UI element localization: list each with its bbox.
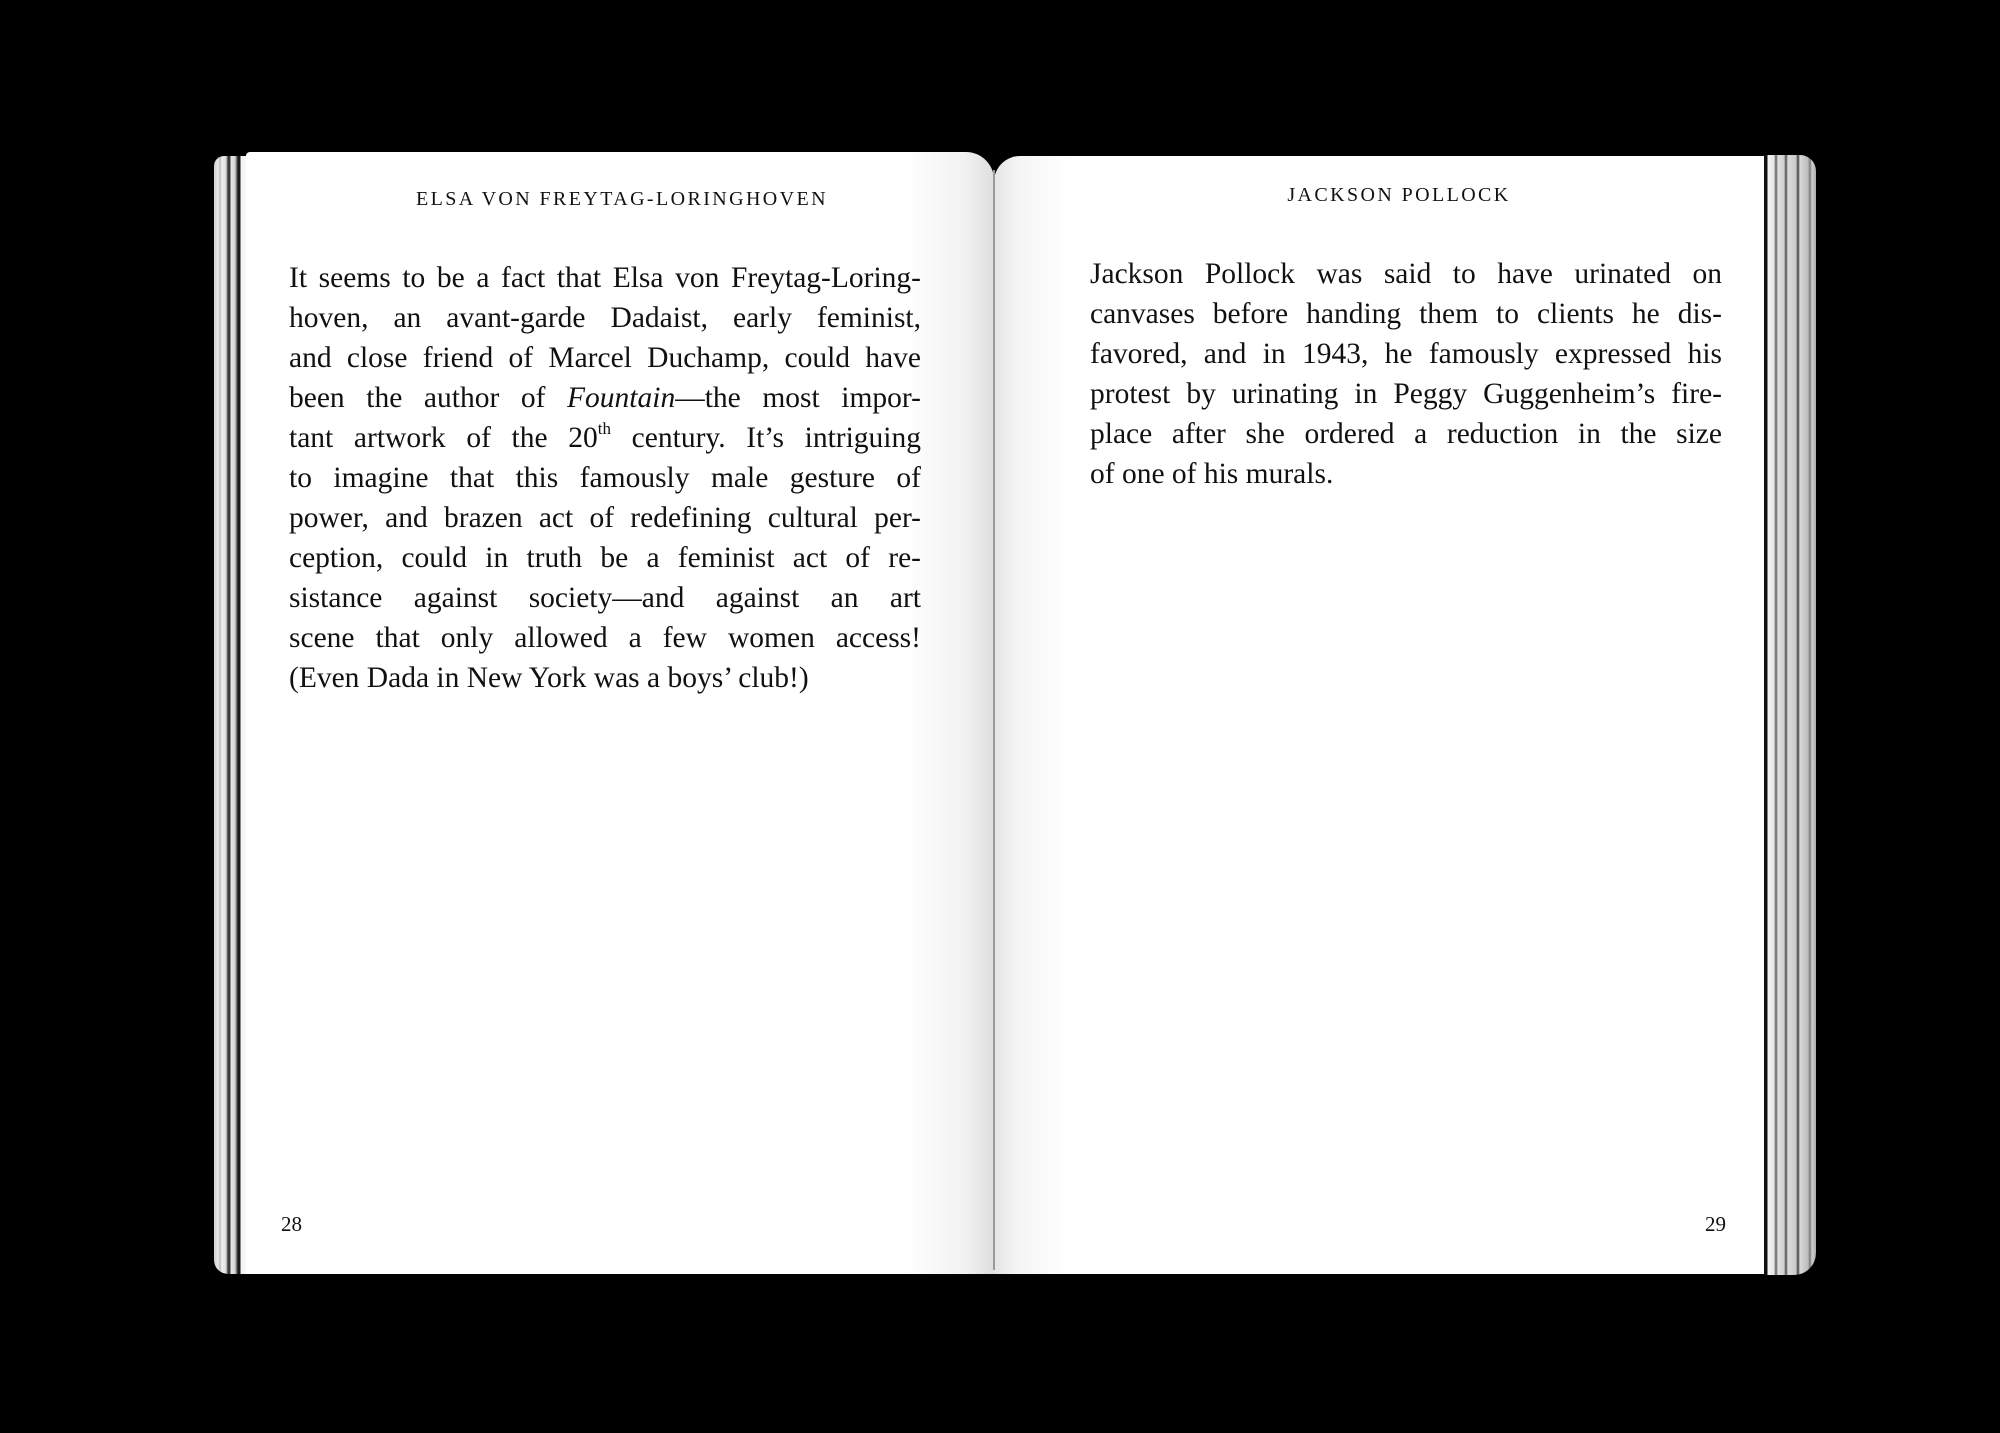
text-line: ception, could in truth be a feminist act of re- <box>289 542 921 574</box>
right-page-number: 29 <box>1705 1212 1726 1236</box>
text-line: canvases before handing them to clients he dis- <box>1090 298 1722 330</box>
text-line: power, and brazen act of redefining cultural per- <box>289 502 921 534</box>
text-line: sistance against society—and against an art <box>289 582 921 614</box>
text-line: protest by urinating in Peggy Guggenheim’s fire- <box>1090 378 1722 410</box>
text-line <box>289 378 921 418</box>
text-segment: tant artwork of the 20 <box>289 422 598 454</box>
text-line: favored, and in 1943, he famously expressed his <box>1090 338 1722 370</box>
text-segment: —the most impor- <box>675 382 921 414</box>
text-line: place after she ordered a reduction in the size <box>1090 418 1722 450</box>
text-line <box>289 418 921 458</box>
right-body-text <box>1090 254 1722 494</box>
text-line: of one of his murals. <box>1090 458 1334 490</box>
text-line: and close friend of Marcel Duchamp, could have <box>289 342 921 374</box>
ordinal-suffix: th <box>597 419 612 439</box>
left-running-head: ELSA VON FREYTAG-LORINGHOVEN <box>416 188 828 210</box>
text-line: to imagine that this famously male gesture of <box>289 462 921 494</box>
right-page-edges <box>1764 155 1816 1275</box>
text-line: hoven, an avant-garde Dadaist, early feminist, <box>289 302 921 334</box>
text-line: scene that only allowed a few women access! <box>289 622 921 654</box>
text-line: (Even Dada in New York was a boys’ club!) <box>289 662 809 694</box>
left-page-number: 28 <box>281 1212 302 1236</box>
text-line: Jackson Pollock was said to have urinated on <box>1090 258 1722 290</box>
gutter <box>993 170 995 1270</box>
text-segment: century. It’s intriguing <box>611 422 921 454</box>
artwork-title: Fountain <box>567 382 676 414</box>
text-segment: been the author of <box>289 382 568 414</box>
text-line: It seems to be a fact that Elsa von Freytag-Loring- <box>289 262 921 294</box>
left-body-text <box>289 258 921 698</box>
right-running-head: JACKSON POLLOCK <box>1287 184 1511 206</box>
left-page-edges <box>214 156 248 1274</box>
